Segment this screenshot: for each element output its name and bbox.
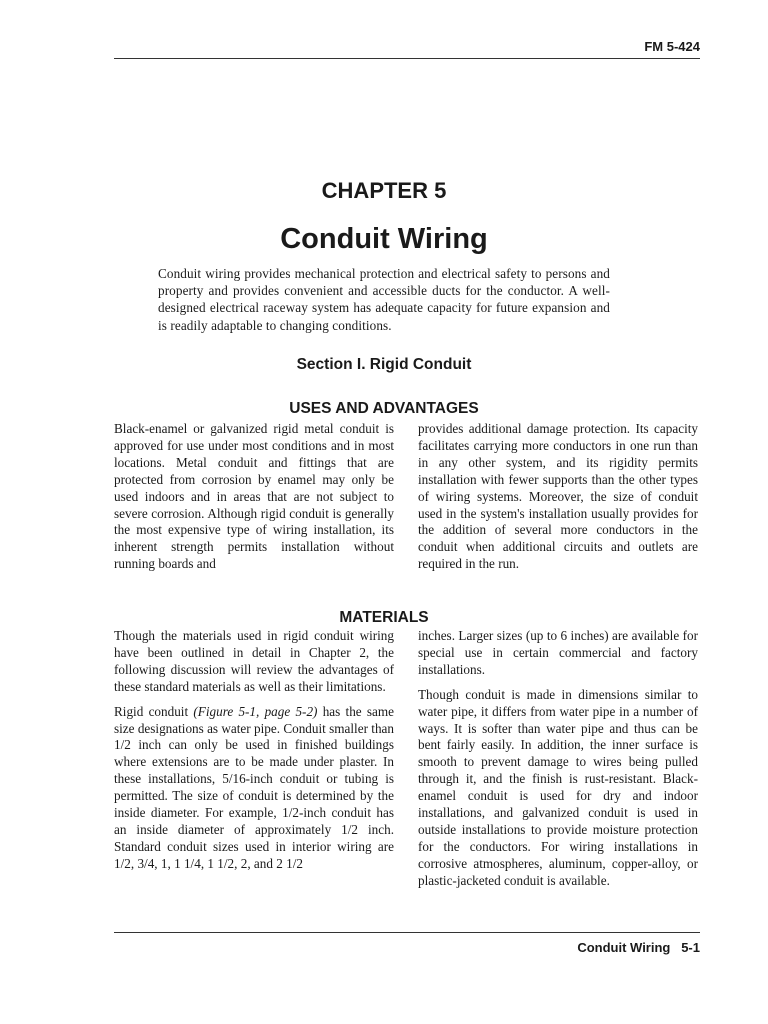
figure-reference-link: (Figure 5-1, page 5-2) bbox=[193, 703, 318, 719]
uses-heading: USES AND ADVANTAGES bbox=[289, 400, 479, 417]
uses-right-paragraph: provides additional damage protection. Its capacity facilitates carrying more conductors in one run than in any other system, and its rigidity permits installation with fewer supports than the other types of wiring systems. Moreover, the size of conduit used in the system's installation usually provides for the addition of several more conductors in the conduit when additional circuits and outlets are required in the run. bbox=[418, 421, 698, 572]
header-rule bbox=[114, 58, 700, 59]
materials-left-column bbox=[114, 628, 394, 881]
materials-right-paragraph-2: Though conduit is made in dimensions similar to water pipe, it differs from water pipe in a number of ways. It is softer than water pipe and thus can be bent fairly easily. In addition, the inner surface is smooth to prevent damage to wires being pulled through it, and the finish is rust-resistant. Black-enamel conduit is used for dry and indoor installations, and galvanized conduit is used in outside installations to provide moisture protection for the conductors. For wiring installations in corrosive atmospheres, aluminum, copper-alloy, or plastic-jacketed conduit is available. bbox=[418, 686, 698, 888]
footer-title: Conduit Wiring bbox=[577, 940, 671, 955]
materials-left-p2-start: Rigid conduit bbox=[114, 703, 194, 719]
chapter-label: CHAPTER 5 bbox=[321, 178, 447, 203]
materials-left-paragraph-2 bbox=[114, 704, 394, 873]
section-title: Section I. Rigid Conduit bbox=[296, 356, 472, 373]
materials-left-p2-rest: has the same size designations as water pipe. Conduit smaller than 1/2 inch can only be used in finished buildings where extensions are to be made under plaster. In these installations, 5/16-inch conduit or tubing is permitted. The size of conduit is determined by the inside diameter. For example, 1/2-inch conduit has an inside diameter of approximately 1/2 inch. Standard conduit sizes used in interior wiring are 1/2, 3/4, 1, 1 1/4, 1 1/2, 2, and 2 1/2 bbox=[114, 703, 394, 871]
materials-heading: MATERIALS bbox=[339, 609, 429, 626]
chapter-title: Conduit Wiring bbox=[280, 223, 488, 255]
footer-rule bbox=[114, 932, 700, 933]
materials-right-paragraph-1: inches. Larger sizes (up to 6 inches) are available for special use in certain commercial and factory installations. bbox=[418, 628, 698, 677]
page-number: 5-1 bbox=[681, 940, 700, 955]
uses-left-column bbox=[114, 421, 394, 581]
page-footer bbox=[577, 940, 700, 955]
materials-right-column bbox=[418, 628, 698, 898]
document-id: FM 5-424 bbox=[644, 39, 700, 54]
materials-left-paragraph-1: Though the materials used in rigid conduit wiring have been outlined in detail in Chapter 2, the following discussion will review the advantages of these standard materials as well as their limitations. bbox=[114, 628, 394, 694]
uses-left-paragraph: Black-enamel or galvanized rigid metal conduit is approved for use under most conditions and in most locations. Metal conduit and fittings that are protected from corrosion by enamel may only be used indoors and in areas that are not subject to severe corrosion. Although rigid conduit is generally the most expensive type of wiring installation, its inherent strength permits installation without running boards and bbox=[114, 421, 394, 572]
intro-paragraph: Conduit wiring provides mechanical protection and electrical safety to persons and property and provides convenient and accessible ducts for the conductor. A well-designed electrical raceway system has adequate capacity for future expansion and is readily adaptable to changing conditions. bbox=[158, 266, 610, 333]
uses-right-column bbox=[418, 421, 698, 581]
